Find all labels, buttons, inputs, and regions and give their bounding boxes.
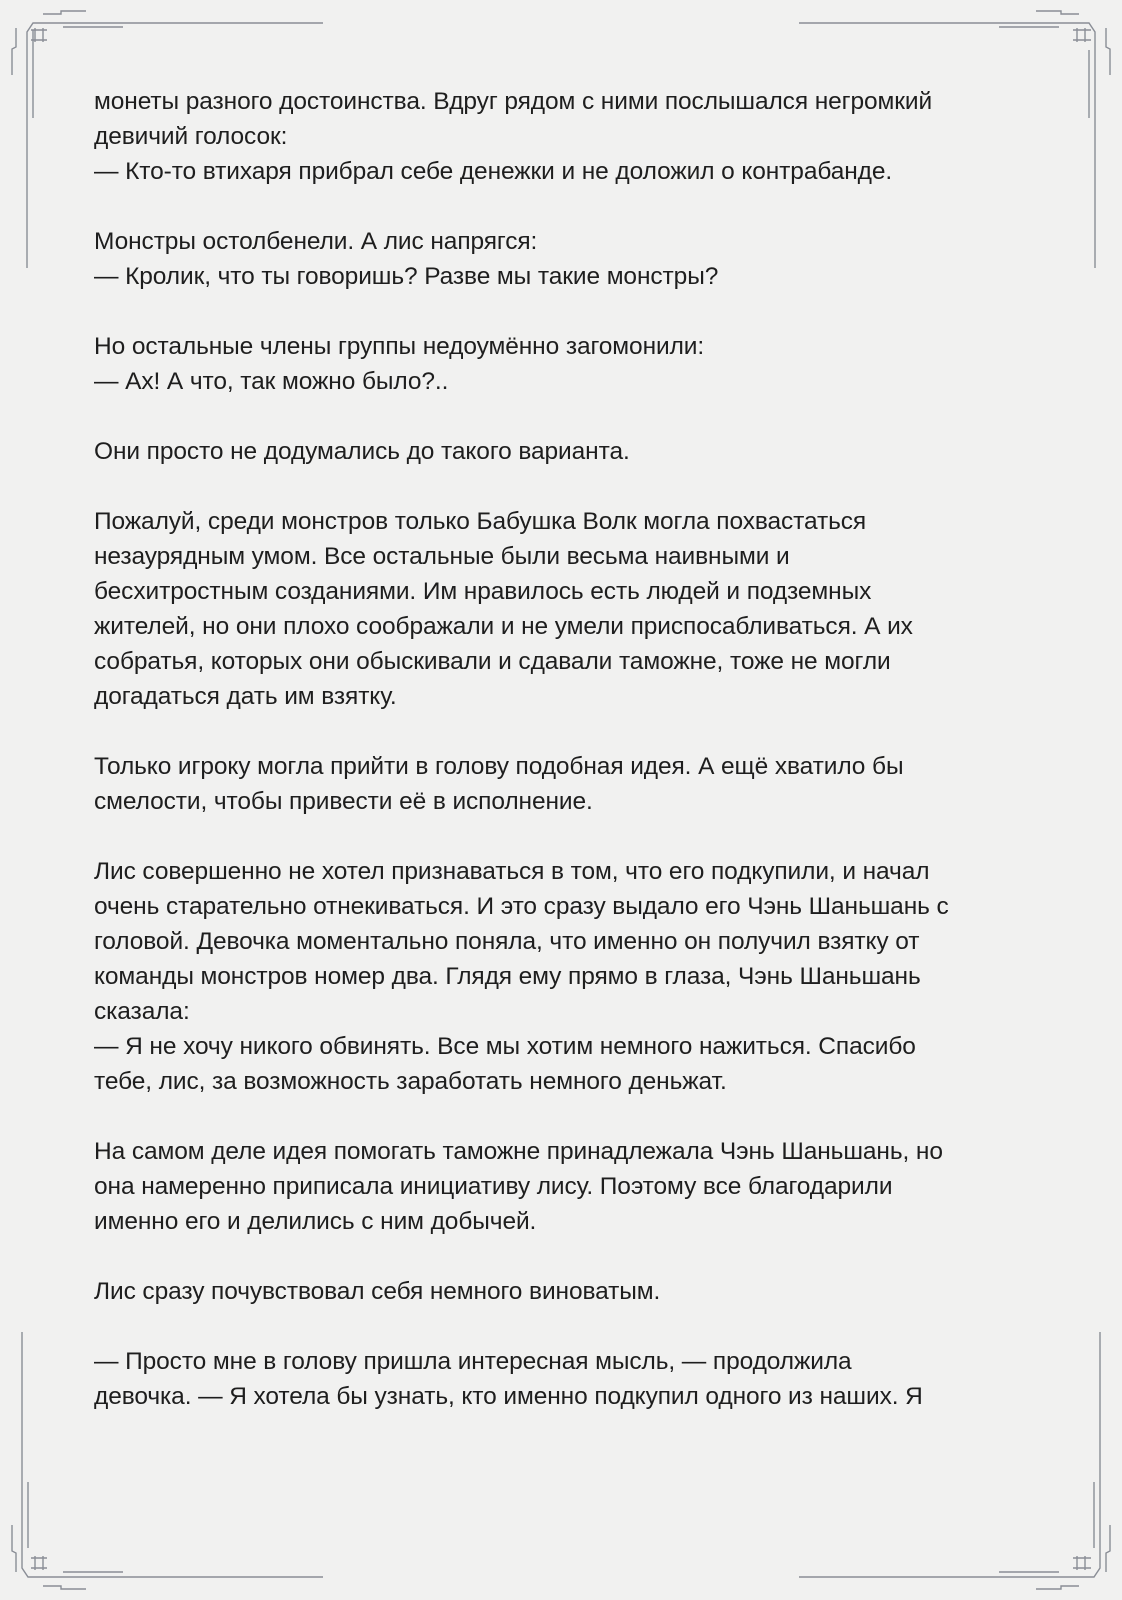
text-line: Но остальные члены группы недоумённо загомонили:	[94, 333, 705, 360]
text-line: Лис сразу почувствовал себя немного виноватым.	[94, 1278, 661, 1305]
text-line: Только игроку могла прийти в голову подобная идея. А ещё хватило бы	[94, 753, 904, 780]
text-line: — Я не хочу никого обвинять. Все мы хотим немного нажиться. Спасибо	[94, 1033, 916, 1060]
text-line: монеты разного достоинства. Вдруг рядом с ними послышался негромкий	[94, 88, 933, 115]
text-line: Монстры остолбенели. А лис напрягся:	[94, 228, 538, 255]
text-line: — Кто-то втихаря прибрал себе денежки и не доложил о контрабанде.	[94, 158, 893, 185]
text-line: смелости, чтобы привести её в исполнение.	[94, 788, 593, 815]
paragraph	[94, 1344, 1034, 1414]
paragraph	[94, 434, 1034, 469]
text-line: Пожалуй, среди монстров только Бабушка Волк могла похвастаться	[94, 508, 867, 535]
paragraph	[94, 504, 1034, 714]
text-line: девичий голосок:	[94, 123, 288, 150]
text-line: — Просто мне в голову пришла интересная мысль, — продолжила	[94, 1348, 852, 1375]
paragraph	[94, 224, 1034, 294]
page-text	[94, 84, 1034, 1414]
text-line: тебе, лис, за возможность заработать немного деньжат.	[94, 1068, 727, 1095]
text-line: незаурядным умом. Все остальные были весьма наивными и	[94, 543, 790, 570]
paragraph	[94, 854, 1034, 1099]
paragraph	[94, 1274, 1034, 1309]
text-line: догадаться дать им взятку.	[94, 683, 397, 710]
text-line: сказала:	[94, 998, 190, 1025]
text-line: команды монстров номер два. Глядя ему прямо в глаза, Чэнь Шаньшань	[94, 963, 921, 990]
paragraph	[94, 1134, 1034, 1239]
text-line: жителей, но они плохо соображали и не умели приспосабливаться. А их	[94, 613, 913, 640]
text-line: головой. Девочка моментально поняла, что именно он получил взятку от	[94, 928, 920, 955]
text-line: собратья, которых они обыскивали и сдавали таможне, тоже не могли	[94, 648, 891, 675]
text-line: — Ах! А что, так можно было?..	[94, 368, 449, 395]
text-line: очень старательно отнекиваться. И это сразу выдало его Чэнь Шаньшань с	[94, 893, 949, 920]
text-line: Они просто не додумались до такого варианта.	[94, 438, 630, 465]
text-line: девочка. — Я хотела бы узнать, кто именно подкупил одного из наших. Я	[94, 1383, 923, 1410]
text-line: именно его и делились с ним добычей.	[94, 1208, 537, 1235]
paragraph	[94, 749, 1034, 819]
text-line: бесхитростным созданиями. Им нравилось есть людей и подземных	[94, 578, 872, 605]
text-line: она намеренно приписала инициативу лису. Поэтому все благодарили	[94, 1173, 893, 1200]
paragraph	[94, 329, 1034, 399]
text-line: На самом деле идея помогать таможне принадлежала Чэнь Шаньшань, но	[94, 1138, 943, 1165]
text-line: — Кролик, что ты говоришь? Разве мы такие монстры?	[94, 263, 719, 290]
paragraph	[94, 84, 1034, 189]
text-line: Лис совершенно не хотел признаваться в том, что его подкупили, и начал	[94, 858, 930, 885]
